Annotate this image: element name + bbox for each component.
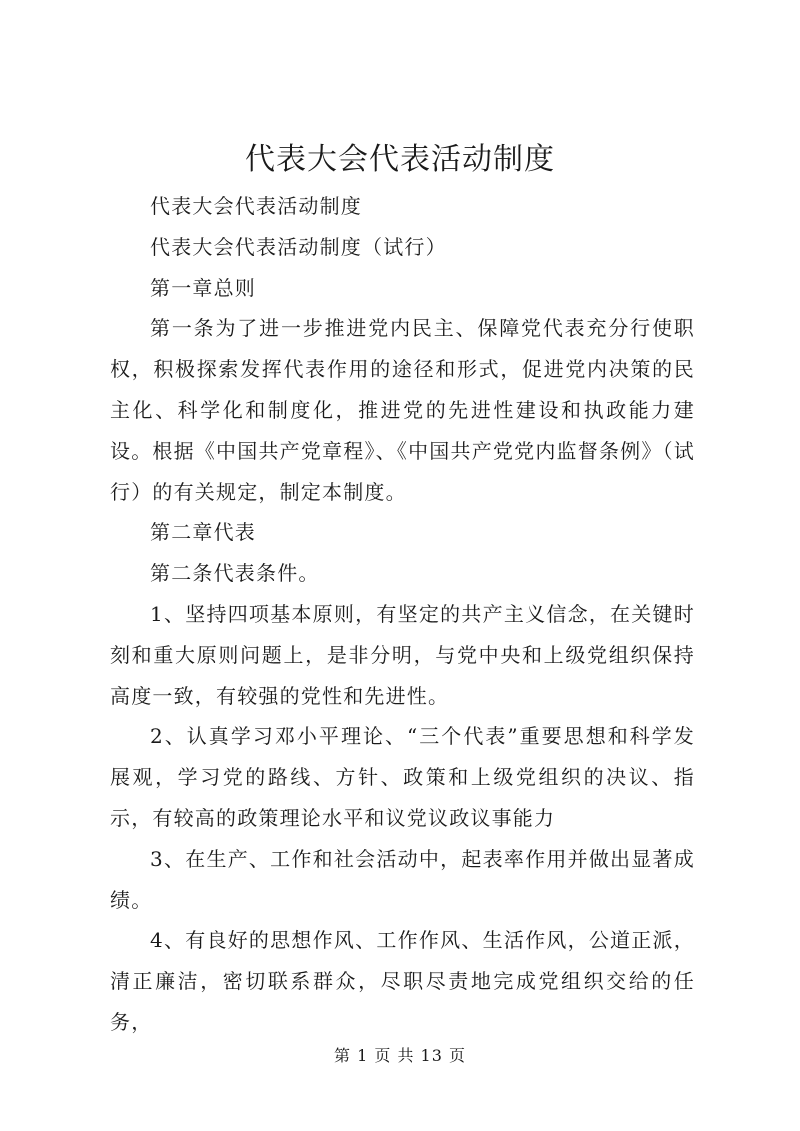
list-item: 4、有良好的思想作风、工作作风、生活作风，公道正派，清正廉洁，密切联系群众，尽职尽责地完成党组织交给的任务，	[110, 928, 695, 1034]
document-body	[110, 186, 695, 1043]
chapter-heading: 第二章代表	[150, 520, 256, 545]
list-item: 2、认真学习邓小平理论、“三个代表”重要思想和科学发展观，学习党的路线、方针、政策和上级党组织的决议、指示，有较高的政策理论水平和议党议政议事能力	[110, 724, 695, 830]
paragraph: 代表大会代表活动制度	[150, 194, 362, 218]
list-item: 3、在生产、工作和社会活动中，起表率作用并做出显著成绩。	[110, 846, 695, 912]
paragraph: 第一条为了进一步推进党内民主、保障党代表充分行使职权，积极探索发挥代表作用的途径和形式，促进党内决策的民主化、科学化和制度化，推进党的先进性建设和执政能力建设。根据《中国共产党章程》、《中国共产党党内监督条例》（试行）的有关规定，制定本制度。	[110, 316, 695, 504]
document-title: 代表大会代表活动制度	[245, 142, 555, 177]
paragraph: 代表大会代表活动制度（试行）	[150, 234, 447, 259]
page-number-footer: 第 1 页 共 13 页	[334, 1046, 466, 1065]
paragraph: 第二条代表条件。	[150, 561, 320, 586]
chapter-heading: 第一章总则	[150, 275, 256, 300]
list-item: 1、坚持四项基本原则，有坚定的共产主义信念，在关键时刻和重大原则问题上，是非分明，与党中央和上级党组织保持高度一致，有较强的党性和先进性。	[110, 601, 695, 708]
